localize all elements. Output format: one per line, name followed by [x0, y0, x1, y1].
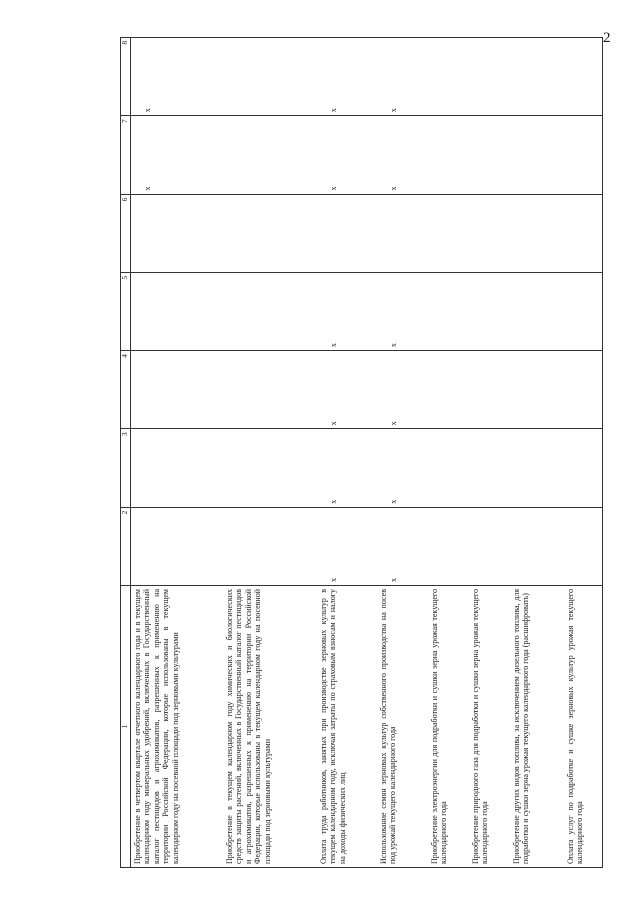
table-cell [564, 429, 603, 507]
table-cell: x [317, 507, 377, 585]
col-header-2: 2 [121, 507, 131, 585]
table-cell: x [317, 429, 377, 507]
table-cell [223, 272, 317, 350]
table-cell [428, 272, 469, 350]
table-cell: x [377, 37, 428, 115]
row-description: Оплата труда работников, занятых при производстве зерновых культур в текущем календарном году, исключая затраты по страховым взносам и налогу на доходы физических лиц [317, 586, 377, 868]
table-row [131, 37, 224, 867]
table-cell [428, 194, 469, 272]
table-cell: x [131, 37, 224, 115]
table-cell [510, 194, 564, 272]
header-row [121, 37, 131, 867]
table-cell [131, 507, 224, 585]
table-cell [469, 194, 510, 272]
table-cell [223, 351, 317, 429]
table-row [510, 37, 564, 867]
table-cell [469, 116, 510, 194]
col-header-1: 1 [121, 586, 131, 868]
row-description: Приобретение в четвертом квартале отчетного календарного года и в текущем календарном году минеральных удобрений, включенных в Государственный каталог пестицидов и агрохимикатов, разрешенных к применению на территории Российской Федерации, которые использованы в текущем календарном году на посевной площади под зерновыми культурами [131, 586, 224, 868]
col-header-7: 7 [121, 116, 131, 194]
table-cell [223, 429, 317, 507]
table-cell [510, 429, 564, 507]
table-cell [564, 194, 603, 272]
table-cell [469, 507, 510, 585]
expense-table [120, 37, 603, 868]
table-row [223, 37, 317, 867]
row-description: Приобретение природного газа для подработки и сушки зерна урожая текущего календарного года [469, 586, 510, 868]
table-cell: x [317, 37, 377, 115]
table-cell [428, 429, 469, 507]
table-row [469, 37, 510, 867]
table-cell [223, 37, 317, 115]
table-cell [469, 37, 510, 115]
table-cell [510, 116, 564, 194]
table-row [317, 37, 377, 867]
table-cell [510, 507, 564, 585]
table-cell [564, 272, 603, 350]
table-row [428, 37, 469, 867]
table-cell [428, 351, 469, 429]
col-header-3: 3 [121, 429, 131, 507]
table-cell: x [377, 116, 428, 194]
table-cell [131, 429, 224, 507]
table-cell [131, 194, 224, 272]
table-row [564, 37, 603, 867]
table-cell [223, 116, 317, 194]
row-description: Приобретение в текущем календарном году химических и биологических средств защиты растений, включенных в Государственный каталог пестицидов и агрохимикатов, разрешенных к применению на территории Российской Федерации, которые использованы в текущем календарном году на посевной площади под зерновыми культурами [223, 586, 317, 868]
col-header-8: 8 [121, 37, 131, 115]
table-cell: x [377, 507, 428, 585]
row-description: Приобретение других видов топлива, за исключением дизельного топлива, для подработки и сушки зерна урожая текущего календарного года (расшифровать) [510, 586, 564, 868]
col-header-5: 5 [121, 272, 131, 350]
table-cell: x [317, 272, 377, 350]
table-cell [428, 37, 469, 115]
row-description: Приобретение электроэнергии для подработки и сушки зерна урожая текущего календарного года [428, 586, 469, 868]
row-description: Оплата услуг по подработке и сушке зерновых культур урожая текущего календарного года [564, 586, 603, 868]
table-cell [428, 507, 469, 585]
table-cell: x [131, 116, 224, 194]
table-cell: x [317, 351, 377, 429]
table-cell [223, 194, 317, 272]
table-cell [131, 351, 224, 429]
table-cell [510, 272, 564, 350]
table-cell [223, 507, 317, 585]
table-cell [469, 272, 510, 350]
table-cell: x [377, 429, 428, 507]
rotated-table-sheet [120, 38, 627, 868]
table-cell: x [377, 272, 428, 350]
table-cell [564, 37, 603, 115]
table-cell: x [377, 351, 428, 429]
table-cell [377, 194, 428, 272]
row-description: Использование семян зерновых культур собственного производства на посев под урожай текущего календарного года [377, 586, 428, 868]
page-number: 2 [603, 30, 611, 46]
col-header-4: 4 [121, 351, 131, 429]
table-cell [510, 37, 564, 115]
table-cell [469, 429, 510, 507]
table-cell [564, 507, 603, 585]
table-cell [317, 194, 377, 272]
col-header-6: 6 [121, 194, 131, 272]
table-cell [131, 272, 224, 350]
table-cell: x [317, 116, 377, 194]
table-cell [510, 351, 564, 429]
table-cell [469, 351, 510, 429]
table-row [377, 37, 428, 867]
table-cell [564, 351, 603, 429]
table-cell [564, 116, 603, 194]
table-cell [428, 116, 469, 194]
